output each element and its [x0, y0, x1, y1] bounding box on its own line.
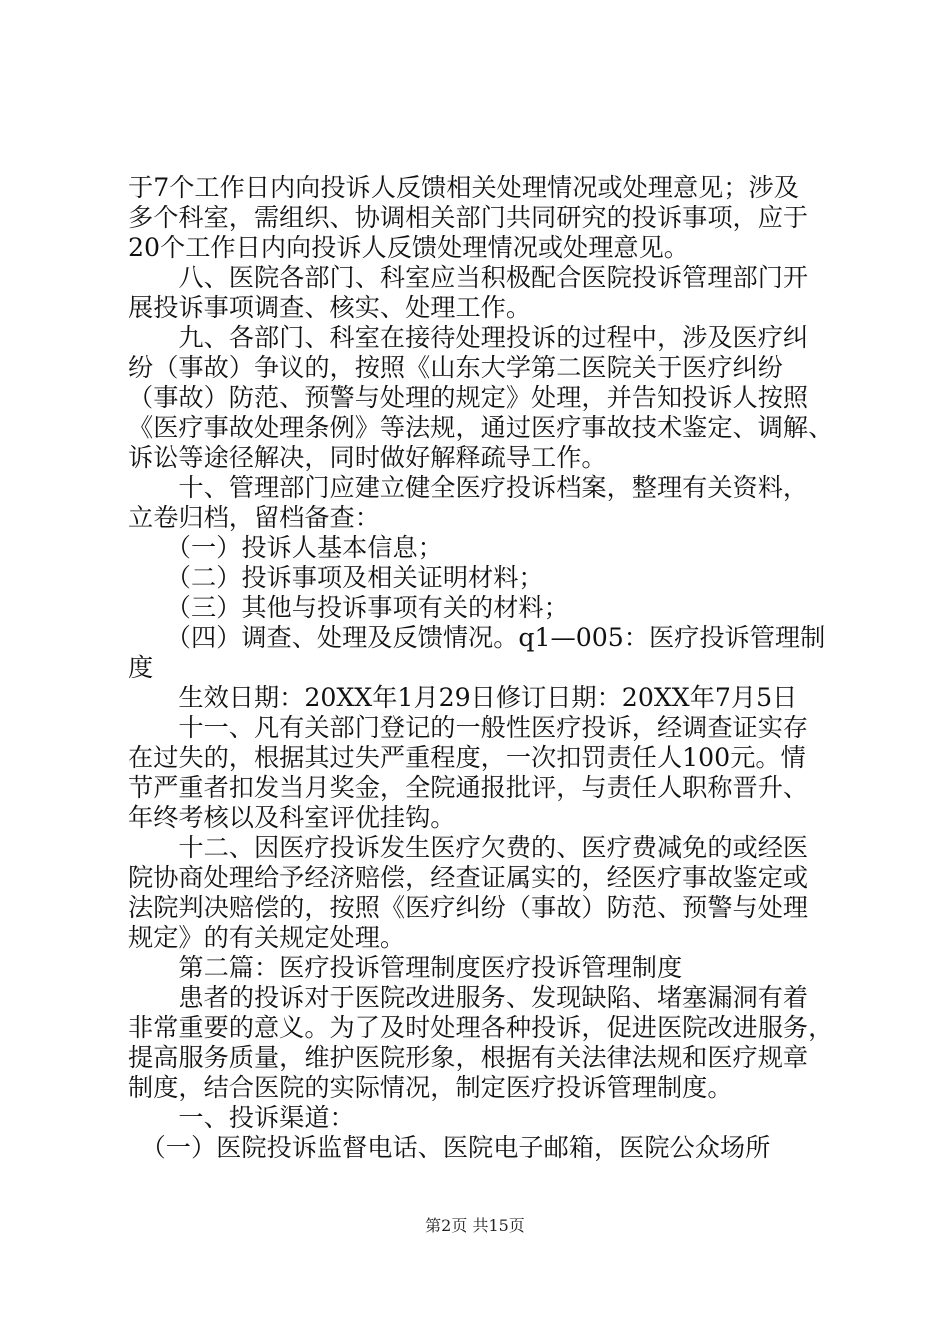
text-line: 年终考核以及科室评优挂钩。: [128, 803, 456, 832]
text-line: 于7个工作日内向投诉人反馈相关处理情况或处理意见；涉及: [128, 173, 799, 202]
text-line: 非常重要的意义。为了及时处理各种投诉，促进医院改进服务，: [128, 1013, 834, 1042]
text-line: 生效日期：20XX年1月29日修订日期：20XX年7月5日: [128, 683, 798, 712]
text-line: 九、各部门、科室在接待处理投诉的过程中，涉及医疗纠: [128, 323, 809, 352]
page-number: 第2页 共15页: [425, 1216, 525, 1235]
text-line: 制度，结合医院的实际情况，制定医疗投诉管理制度。: [128, 1073, 733, 1102]
text-line: 多个科室，需组织、协调相关部门共同研究的投诉事项，应于: [128, 203, 809, 232]
text-line: 患者的投诉对于医院改进服务、发现缺陷、堵塞漏洞有着: [128, 983, 809, 1012]
text-line: 节严重者扣发当月奖金，全院通报批评，与责任人职称晋升、: [128, 773, 809, 802]
text-line: 诉讼等途径解决，同时做好解释疏导工作。: [128, 443, 607, 472]
text-line: 第二篇：医疗投诉管理制度医疗投诉管理制度: [128, 953, 683, 982]
text-line: 展投诉事项调查、核实、处理工作。: [128, 293, 531, 322]
text-line: 十二、因医疗投诉发生医疗欠费的、医疗费减免的或经医: [128, 833, 809, 862]
document-body: [128, 173, 833, 1163]
text-line: 规定》的有关规定处理。: [128, 923, 406, 952]
text-line: （一）医院投诉监督电话、医院电子邮箱，医院公众场所: [128, 1133, 771, 1162]
text-line: （三）其他与投诉事项有关的材料；: [128, 593, 569, 622]
text-line: 八、医院各部门、科室应当积极配合医院投诉管理部门开: [128, 263, 809, 292]
text-line: 法院判决赔偿的，按照《医疗纠纷（事故）防范、预警与处理: [128, 893, 809, 922]
text-line: 度: [128, 653, 154, 682]
text-line: 20个工作日内向投诉人反馈处理情况或处理意见。: [128, 233, 689, 262]
text-line: （一）投诉人基本信息；: [128, 533, 443, 562]
text-line: 立卷归档，留档备查：: [128, 503, 380, 532]
text-line: 提高服务质量，维护医院形象，根据有关法律法规和医疗规章: [128, 1043, 809, 1072]
text-line: 在过失的，根据其过失严重程度，一次扣罚责任人100元。情: [128, 743, 806, 772]
text-line: 一、投诉渠道：: [128, 1103, 355, 1132]
text-line: （二）投诉事项及相关证明材料；: [128, 563, 544, 592]
text-line: 十一、凡有关部门登记的一般性医疗投诉，经调查证实存: [128, 713, 809, 742]
text-line: （四）调查、处理及反馈情况。q1—005：医疗投诉管理制: [128, 623, 826, 652]
text-line: 十、管理部门应建立健全医疗投诉档案，整理有关资料，: [128, 473, 809, 502]
text-line: 《医疗事故处理条例》等法规，通过医疗事故技术鉴定、调解、: [128, 413, 834, 442]
text-line: 院协商处理给予经济赔偿，经查证属实的，经医疗事故鉴定或: [128, 863, 809, 892]
text-line: （事故）防范、预警与处理的规定》处理，并告知投诉人按照: [128, 383, 809, 412]
text-line: 纷（事故）争议的，按照《山东大学第二医院关于医疗纠纷: [128, 353, 783, 382]
